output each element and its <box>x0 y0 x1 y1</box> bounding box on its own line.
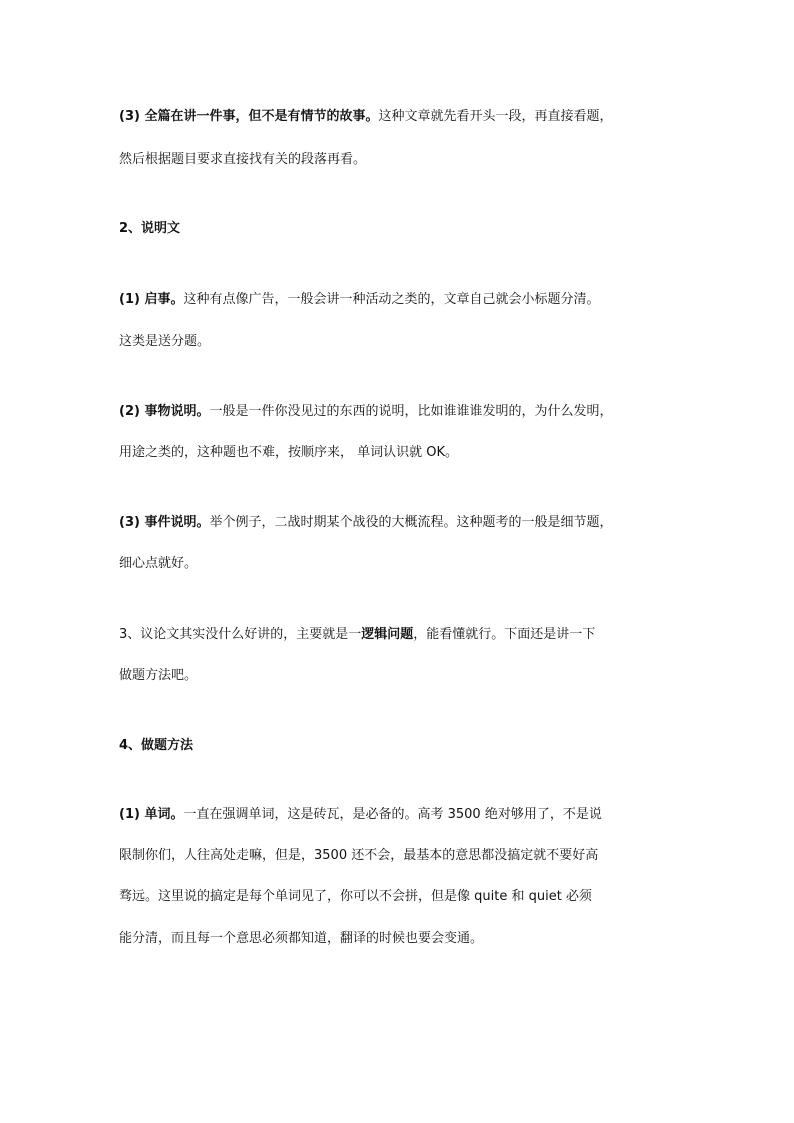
paragraph-vocabulary-line4: 能分清，而且每一个意思必须都知道，翻译的时候也要会变通。 <box>119 931 484 946</box>
vocabulary-text: 一直在强调单词，这是砖瓦，是必备的。高考 3500 绝对够用了，不是说 <box>183 807 602 822</box>
paragraph-narrative-type3-line1 <box>119 108 689 126</box>
heading-expository: 2、说明文 <box>119 221 181 236</box>
notice-text: 这种有点像广告，一般会讲一种活动之类的，文章自己就会小标题分清。 <box>183 292 600 307</box>
argumentative-bold: 逻辑问题 <box>361 627 414 642</box>
event-lead: (3) 事件说明。 <box>119 515 210 530</box>
paragraph-narrative-type3-line2: 然后根据题目要求直接找有关的段落再看。 <box>119 152 367 167</box>
paragraph-vocabulary-line2: 限制你们，人往高处走嘛，但是，3500 还不会，最基本的意思都没搞定就不要好高 <box>119 848 599 863</box>
paragraph-object-line1 <box>119 403 689 421</box>
paragraph-event-line2: 细心点就好。 <box>119 556 198 571</box>
paragraph-notice-line1 <box>119 291 689 309</box>
paragraph-vocabulary-line3: 骛远。这里说的搞定是每个单词见了，你可以不会拼，但是像 quite 和 quiet 必须 <box>119 889 592 904</box>
paragraph-notice-line2: 这类是送分题。 <box>119 334 211 349</box>
event-text: 举个例子，二战时期某个战役的大概流程。这种题考的一般是细节题， <box>209 515 613 530</box>
paragraph-event-line1 <box>119 514 689 532</box>
heading-method: 4、做题方法 <box>119 738 194 753</box>
argumentative-post: ，能看懂就行。下面还是讲一下 <box>413 627 596 642</box>
narrative-type3-text: 这种文章就先看开头一段，再直接看题， <box>378 109 613 124</box>
narrative-type3-lead: (3) 全篇在讲一件事，但不是有情节的故事。 <box>119 109 379 124</box>
argumentative-pre: 3、议论文其实没什么好讲的，主要就是一 <box>119 627 362 642</box>
paragraph-object-line2: 用途之类的，这种题也不难，按顺序来， 单词认识就 OK。 <box>119 445 459 460</box>
notice-lead: (1) 启事。 <box>119 292 184 307</box>
object-text: 一般是一件你没见过的东西的说明，比如谁谁谁发明的，为什么发明， <box>209 404 613 419</box>
paragraph-argumentative-line1 <box>119 626 689 644</box>
paragraph-vocabulary-line1 <box>119 806 689 824</box>
object-lead: (2) 事物说明。 <box>119 404 210 419</box>
vocabulary-lead: (1) 单词。 <box>119 807 184 822</box>
paragraph-argumentative-line2: 做题方法吧。 <box>119 668 198 683</box>
